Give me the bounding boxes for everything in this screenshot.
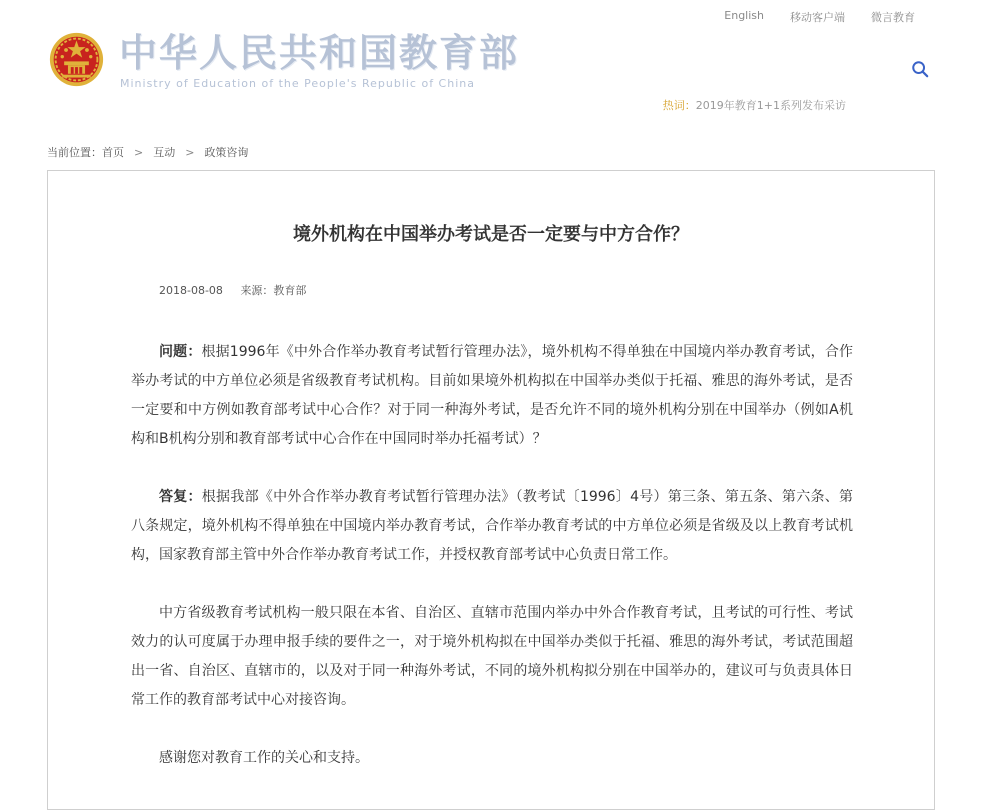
- answer-label: 答复：: [159, 489, 202, 505]
- english-link[interactable]: English: [724, 9, 764, 22]
- search-icon[interactable]: [911, 60, 929, 78]
- article-meta: [159, 282, 306, 298]
- hotword-link[interactable]: 2019年教育1+1系列发布采访: [695, 99, 846, 112]
- breadcrumb-interaction[interactable]: 互动: [153, 146, 176, 159]
- breadcrumb-policy-consultation[interactable]: 政策咨询: [204, 146, 249, 159]
- breadcrumb-home[interactable]: 首页: [102, 146, 124, 159]
- mobile-client-link[interactable]: 移动客户端: [790, 11, 845, 24]
- body-paragraph: 中方省级教育考试机构一般只限在本省、自治区、直辖市范围内举办中外合作教育考试，且考试的可行性、考试效力的认可度属于办理申报手续的要件之一，对于境外机构拟在中国举办类似于托福、雅思的海外考试，考试范围超出一省、自治区、直辖市的，以及对于同一种海外考试，不同的境外机构拟分别在中国举办的，建议可与负责具体日常工作的教育部考试中心对接咨询。: [131, 605, 853, 708]
- top-nav: [724, 9, 915, 25]
- site-subtitle: Ministry of Education of the People's Republic of China: [120, 77, 475, 90]
- breadcrumb-separator: >: [134, 146, 144, 159]
- closing-paragraph: 感谢您对教育工作的关心和支持。: [159, 750, 369, 766]
- breadcrumb-separator: >: [185, 146, 195, 159]
- question-text: 根据1996年《中外合作举办教育考试暂行管理办法》，境外机构不得单独在中国境内举办教育考试，合作举办考试的中方单位必须是省级教育考试机构。目前如果境外机构拟在中国举办类似于托福、雅思的海外考试，是否一定要和中方例如教育部考试中心合作？对于同一种海外考试，是否允许不同的境外机构分别在中国举办（例如A机构和B机构分别和教育部考试中心合作在中国同时举办托福考试）？: [131, 344, 854, 447]
- article-source: 来源：教育部: [240, 284, 307, 297]
- breadcrumb: [47, 144, 248, 160]
- article-container: [47, 170, 935, 810]
- article-date: 2018-08-08: [159, 284, 223, 297]
- question-label: 问题：: [159, 344, 202, 360]
- answer-paragraph: [131, 483, 853, 570]
- answer-text: 根据我部《中外合作举办教育考试暂行管理办法》（教考试〔1996〕4号）第三条、第五条、第六条、第八条规定，境外机构不得单独在中国境内举办教育考试，合作举办教育考试的中方单位必须是省级及以上教育考试机构，国家教育部主管中外合作举办教育考试工作，并授权教育部考试中心负责日常工作。: [131, 489, 853, 563]
- breadcrumb-label: 当前位置：: [47, 146, 102, 159]
- hotwords: [663, 97, 846, 113]
- hotwords-label: 热词：: [662, 99, 696, 112]
- site-title[interactable]: 中华人民共和国教育部: [119, 31, 520, 75]
- national-emblem-icon[interactable]: [48, 31, 105, 88]
- article-body: [131, 338, 853, 802]
- article-title: 境外机构在中国举办考试是否一定要与中方合作？: [293, 224, 689, 245]
- question-paragraph: [131, 338, 853, 454]
- wechat-link[interactable]: 微言教育: [871, 11, 915, 24]
